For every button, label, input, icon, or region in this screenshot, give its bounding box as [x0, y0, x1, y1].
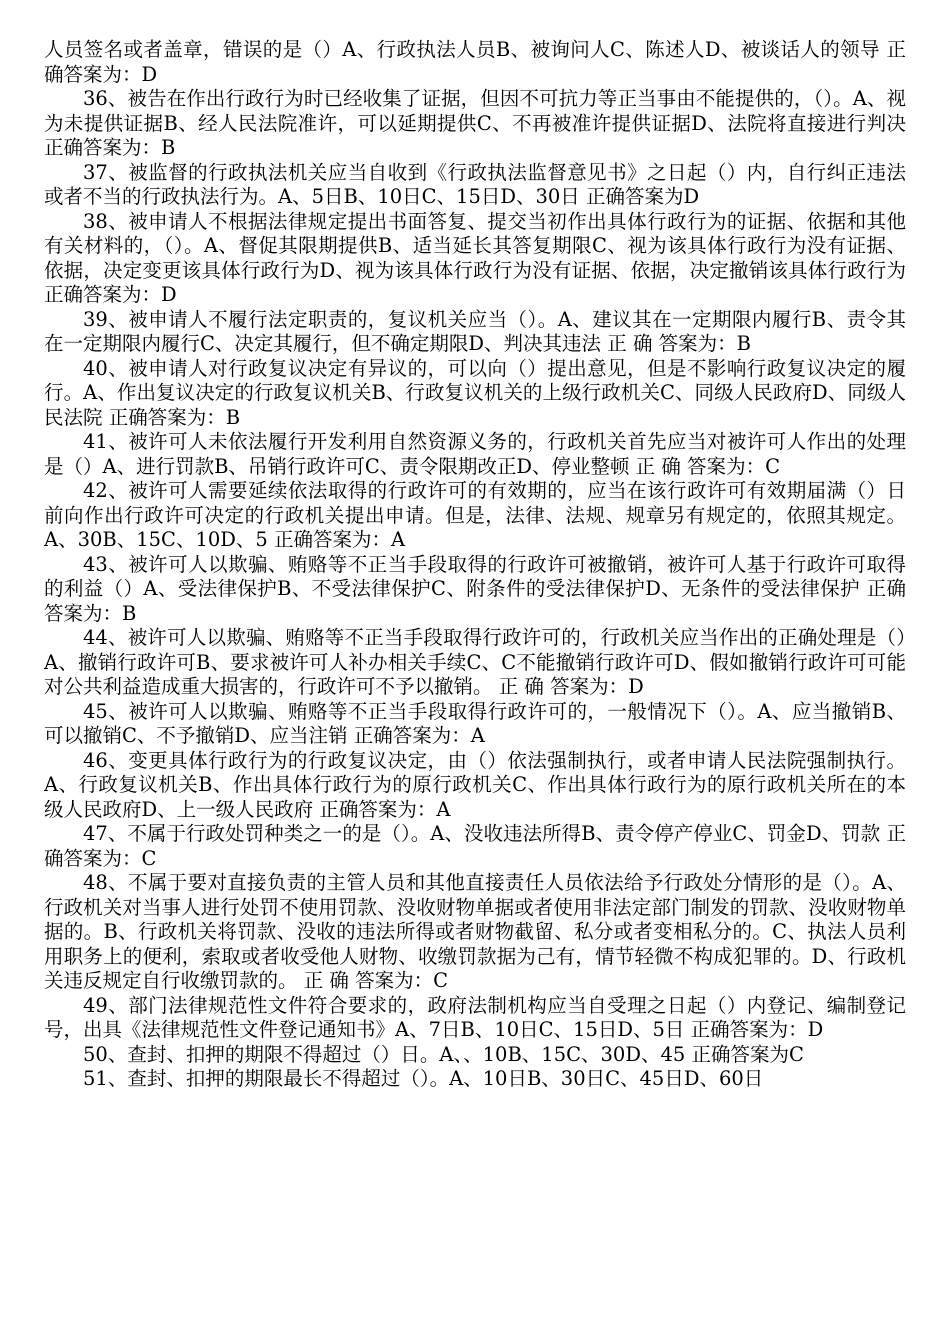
question-38: 38、被申请人不根据法律规定提出书面答复、提交当初作出具体行政行为的证据、依据和其他有关材料的，（）。A、督促其限期提供B、适当延长其答复期限C、视为该具体行政行为没有证据、依据，决定变更该具体行政行为D、视为该具体行政行为没有证据、依据，决定撤销该具体行政行为 正确答案为：D: [44, 209, 906, 306]
question-50: 50、查封、扣押的期限不得超过（）日。A、、10B、15C、30D、45 正确答案为C: [83, 1042, 804, 1066]
question-39: 39、被申请人不履行法定职责的，复议机关应当（）。A、建议其在一定期限内履行B、责令其在一定期限内履行C、决定其履行，但不确定期限D、判决其违法 正 确 答案为：B: [44, 307, 906, 355]
question-49: 49、部门法律规范性文件符合要求的，政府法制机构应当自受理之日起（）内登记、编制登记号，出具《法律规范性文件登记通知书》A、7日B、10日C、15日D、5日 正确答案为：D: [44, 993, 906, 1041]
question-48: 48、不属于要对直接负责的主管人员和其他直接责任人员依法给予行政处分情形的是（）。A、行政机关对当事人进行处罚不使用罚款、没收财物单据或者使用非法定部门制发的罚款、没收财物单据的。B、行政机关将罚款、没收的违法所得或者财物截留、私分或者变相私分的。C、执法人员利用职务上的便利，索取或者收受他人财物、收缴罚款据为己有，情节轻微不构成犯罪的。D、行政机关违反规定自行收缴罚款的。 正 确 答案为：C: [44, 871, 906, 992]
question-36: 36、被告在作出行政行为时已经收集了证据，但因不可抗力等正当事由不能提供的，（）。A、视为未提供证据B、经人民法院准许，可以延期提供C、不再被准许提供证据D、法院将直接进行判决 正确答案为：B: [44, 87, 906, 159]
question-46: 46、变更具体行政行为的行政复议决定，由（）依法强制执行，或者申请人民法院强制执行。A、行政复议机关B、作出具体行政行为的原行政机关C、作出具体行政行为的原行政机关所在的本级人民政府D、上一级人民政府 正确答案为：A: [44, 748, 906, 821]
paragraph-continuation: 人员签名或者盖章，错误的是（）A、行政执法人员B、被询问人C、陈述人D、被谈话人的领导 正确答案为：D: [44, 38, 906, 86]
question-45: 45、被许可人以欺骗、贿赂等不正当手段取得行政许可的，一般情况下（）。A、应当撤销B、可以撤销C、不予撤销D、应当注销 正确答案为：A: [44, 699, 906, 747]
question-42: 42、被许可人需要延续依法取得的行政许可的有效期的，应当在该行政许可有效期届满（）日前向作出行政许可决定的行政机关提出申请。但是，法律、法规、规章另有规定的，依照其规定。A、30B、15C、10D、5 正确答案为：A: [44, 479, 906, 551]
question-43: 43、被许可人以欺骗、贿赂等不正当手段取得的行政许可被撤销，被许可人基于行政许可取得的利益（）A、受法律保护B、不受法律保护C、附条件的受法律保护D、无条件的受法律保护 正确答案为：B: [44, 552, 906, 625]
question-44: 44、被许可人以欺骗、贿赂等不正当手段取得行政许可的，行政机关应当作出的正确处理是（）A、撤销行政许可B、要求被许可人补办相关手续C、C不能撤销行政许可D、假如撤销行政许可可能对公共利益造成重大损害的，行政许可不予以撤销。 正 确 答案为：D: [44, 626, 906, 698]
question-51: 51、查封、扣押的期限最长不得超过（）。A、10日B、30日C、45日D、60日: [83, 1067, 764, 1090]
question-47: 47、不属于行政处罚种类之一的是（）。A、没收违法所得B、责令停产停业C、罚金D、罚款 正确答案为：C: [44, 822, 906, 870]
question-40: 40、被申请人对行政复议决定有异议的，可以向（）提出意见，但是不影响行政复议决定的履行。A、作出复议决定的行政复议机关B、行政复议机关的上级行政机关C、同级人民政府D、同级人民法院 正确答案为：B: [44, 356, 906, 429]
question-41: 41、被许可人未依法履行开发利用自然资源义务的，行政机关首先应当对被许可人作出的处理是（）A、进行罚款B、吊销行政许可C、责令限期改正D、停业整顿 正 确 答案为：C: [44, 430, 906, 478]
question-37: 37、被监督的行政执法机关应当自收到《行政执法监督意见书》之日起（）内，自行纠正违法或者不当的行政执法行为。A、5日B、10日C、15日D、30日 正确答案为D: [44, 160, 906, 208]
